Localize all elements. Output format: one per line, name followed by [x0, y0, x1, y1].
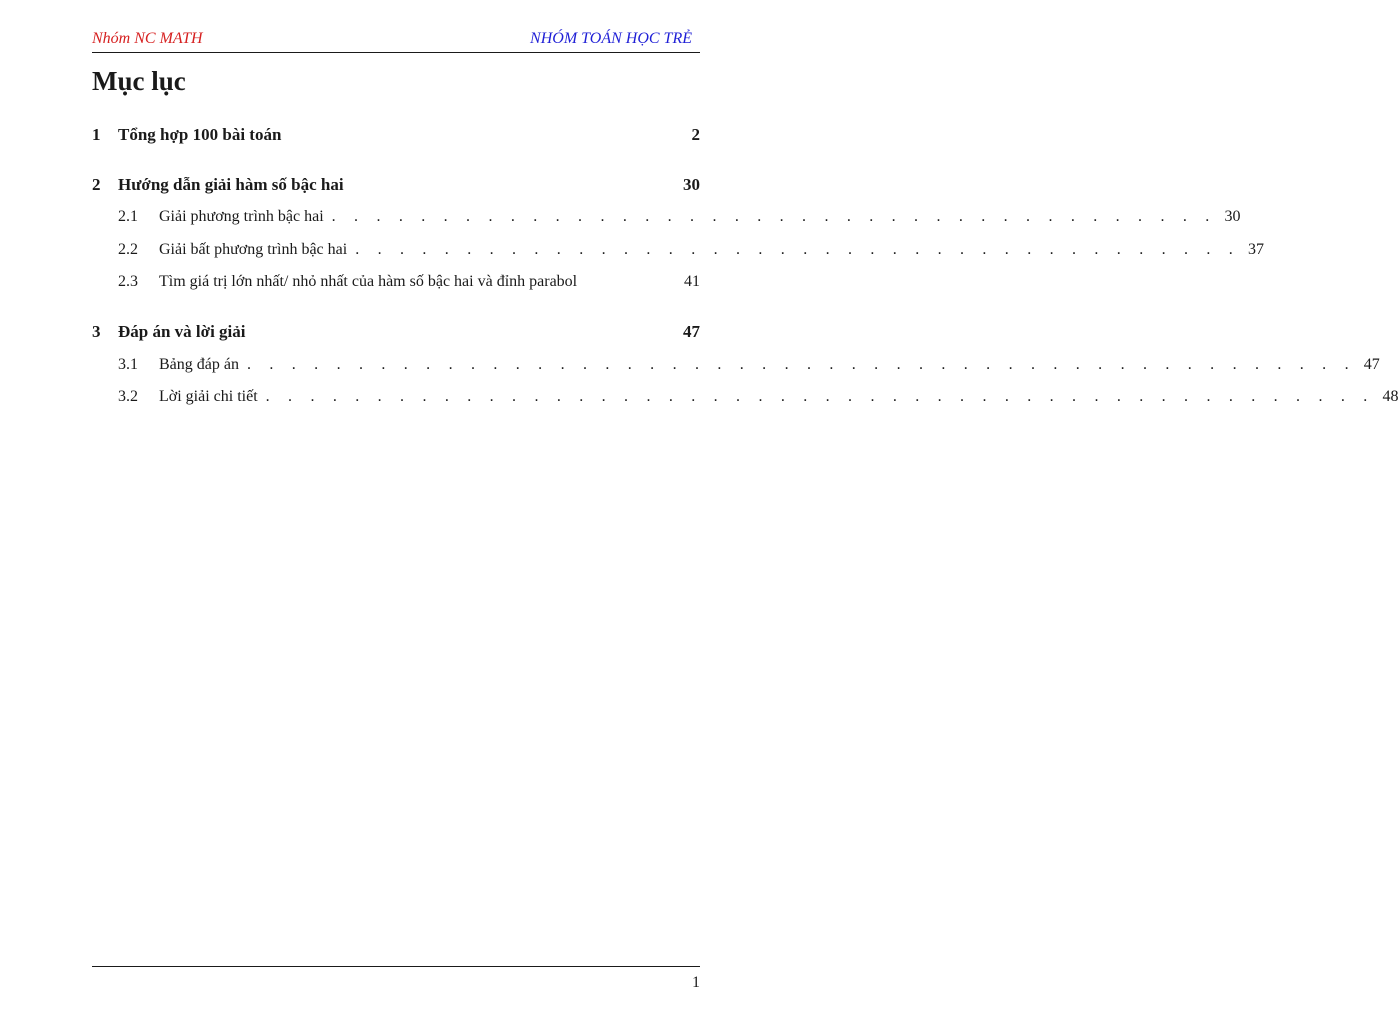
toc-section-1[interactable]	[92, 125, 700, 147]
section-label: Hướng dẫn giải hàm số bậc hai	[118, 175, 344, 194]
subsection-number: 2.1	[118, 208, 138, 225]
toc-subsection-3-2[interactable]	[92, 388, 1398, 410]
subsection-label: Lời giải chi tiết	[159, 388, 258, 405]
subsection-page-number: 37	[1248, 241, 1265, 258]
toc-subsection-2-3[interactable]	[92, 273, 700, 295]
subsection-page-number: 41	[684, 273, 700, 290]
section-page-number: 30	[683, 175, 700, 194]
dot-leader: . . . . . . . . . . . . . . . . . . . . . . . . . . . . . . . . . . . . . . . .	[331, 208, 1217, 225]
subsection-number: 2.2	[118, 241, 138, 258]
dot-leader: . . . . . . . . . . . . . . . . . . . . . . . . . . . . . . . . . . . . . . . . . . . . . . . . . .	[246, 356, 1356, 373]
section-label: Tổng hợp 100 bài toán	[118, 125, 282, 144]
page-number: 1	[692, 974, 700, 991]
subsection-page-number: 30	[1224, 208, 1241, 225]
toc-section-3[interactable]	[92, 322, 700, 344]
section-page-number: 2	[691, 125, 700, 144]
footer-rule	[92, 966, 700, 967]
toc-subsection-2-2[interactable]	[92, 241, 1265, 263]
section-label: Đáp án và lời giải	[118, 322, 246, 341]
subsection-label: Giải bất phương trình bậc hai	[159, 241, 348, 258]
section-page-number: 47	[683, 322, 700, 341]
page-header	[92, 30, 700, 52]
subsection-label: Tìm giá trị lớn nhất/ nhỏ nhất của hàm số bậc hai và đỉnh parabol	[159, 273, 578, 290]
toc-subsection-2-1[interactable]	[92, 208, 1241, 230]
subsection-number: 3.2	[118, 388, 138, 405]
section-number: 3	[92, 322, 101, 341]
subsection-number: 3.1	[118, 356, 138, 373]
dot-leader: . . . . . . . . . . . . . . . . . . . . . . . . . . . . . . . . . . . . . . . .	[355, 241, 1241, 258]
toc-section-2[interactable]	[92, 175, 700, 197]
subsection-label: Giải phương trình bậc hai	[159, 208, 324, 225]
section-number: 2	[92, 175, 101, 194]
dot-leader: . . . . . . . . . . . . . . . . . . . . . . . . . . . . . . . . . . . . . . . . . . . . . . . . . .	[265, 388, 1375, 405]
subsection-number: 2.3	[118, 273, 138, 290]
section-number: 1	[92, 125, 101, 144]
header-right-text: NHÓM TOÁN HỌC TRẺ	[530, 30, 692, 47]
subsection-page-number: 47	[1363, 356, 1380, 373]
toc-title: Mục lục	[92, 66, 186, 96]
subsection-page-number: 48	[1382, 388, 1398, 405]
header-rule	[92, 52, 700, 53]
header-left-text: Nhóm NC MATH	[92, 30, 203, 47]
toc-subsection-3-1[interactable]	[92, 356, 1380, 378]
subsection-label: Bảng đáp án	[159, 356, 239, 373]
